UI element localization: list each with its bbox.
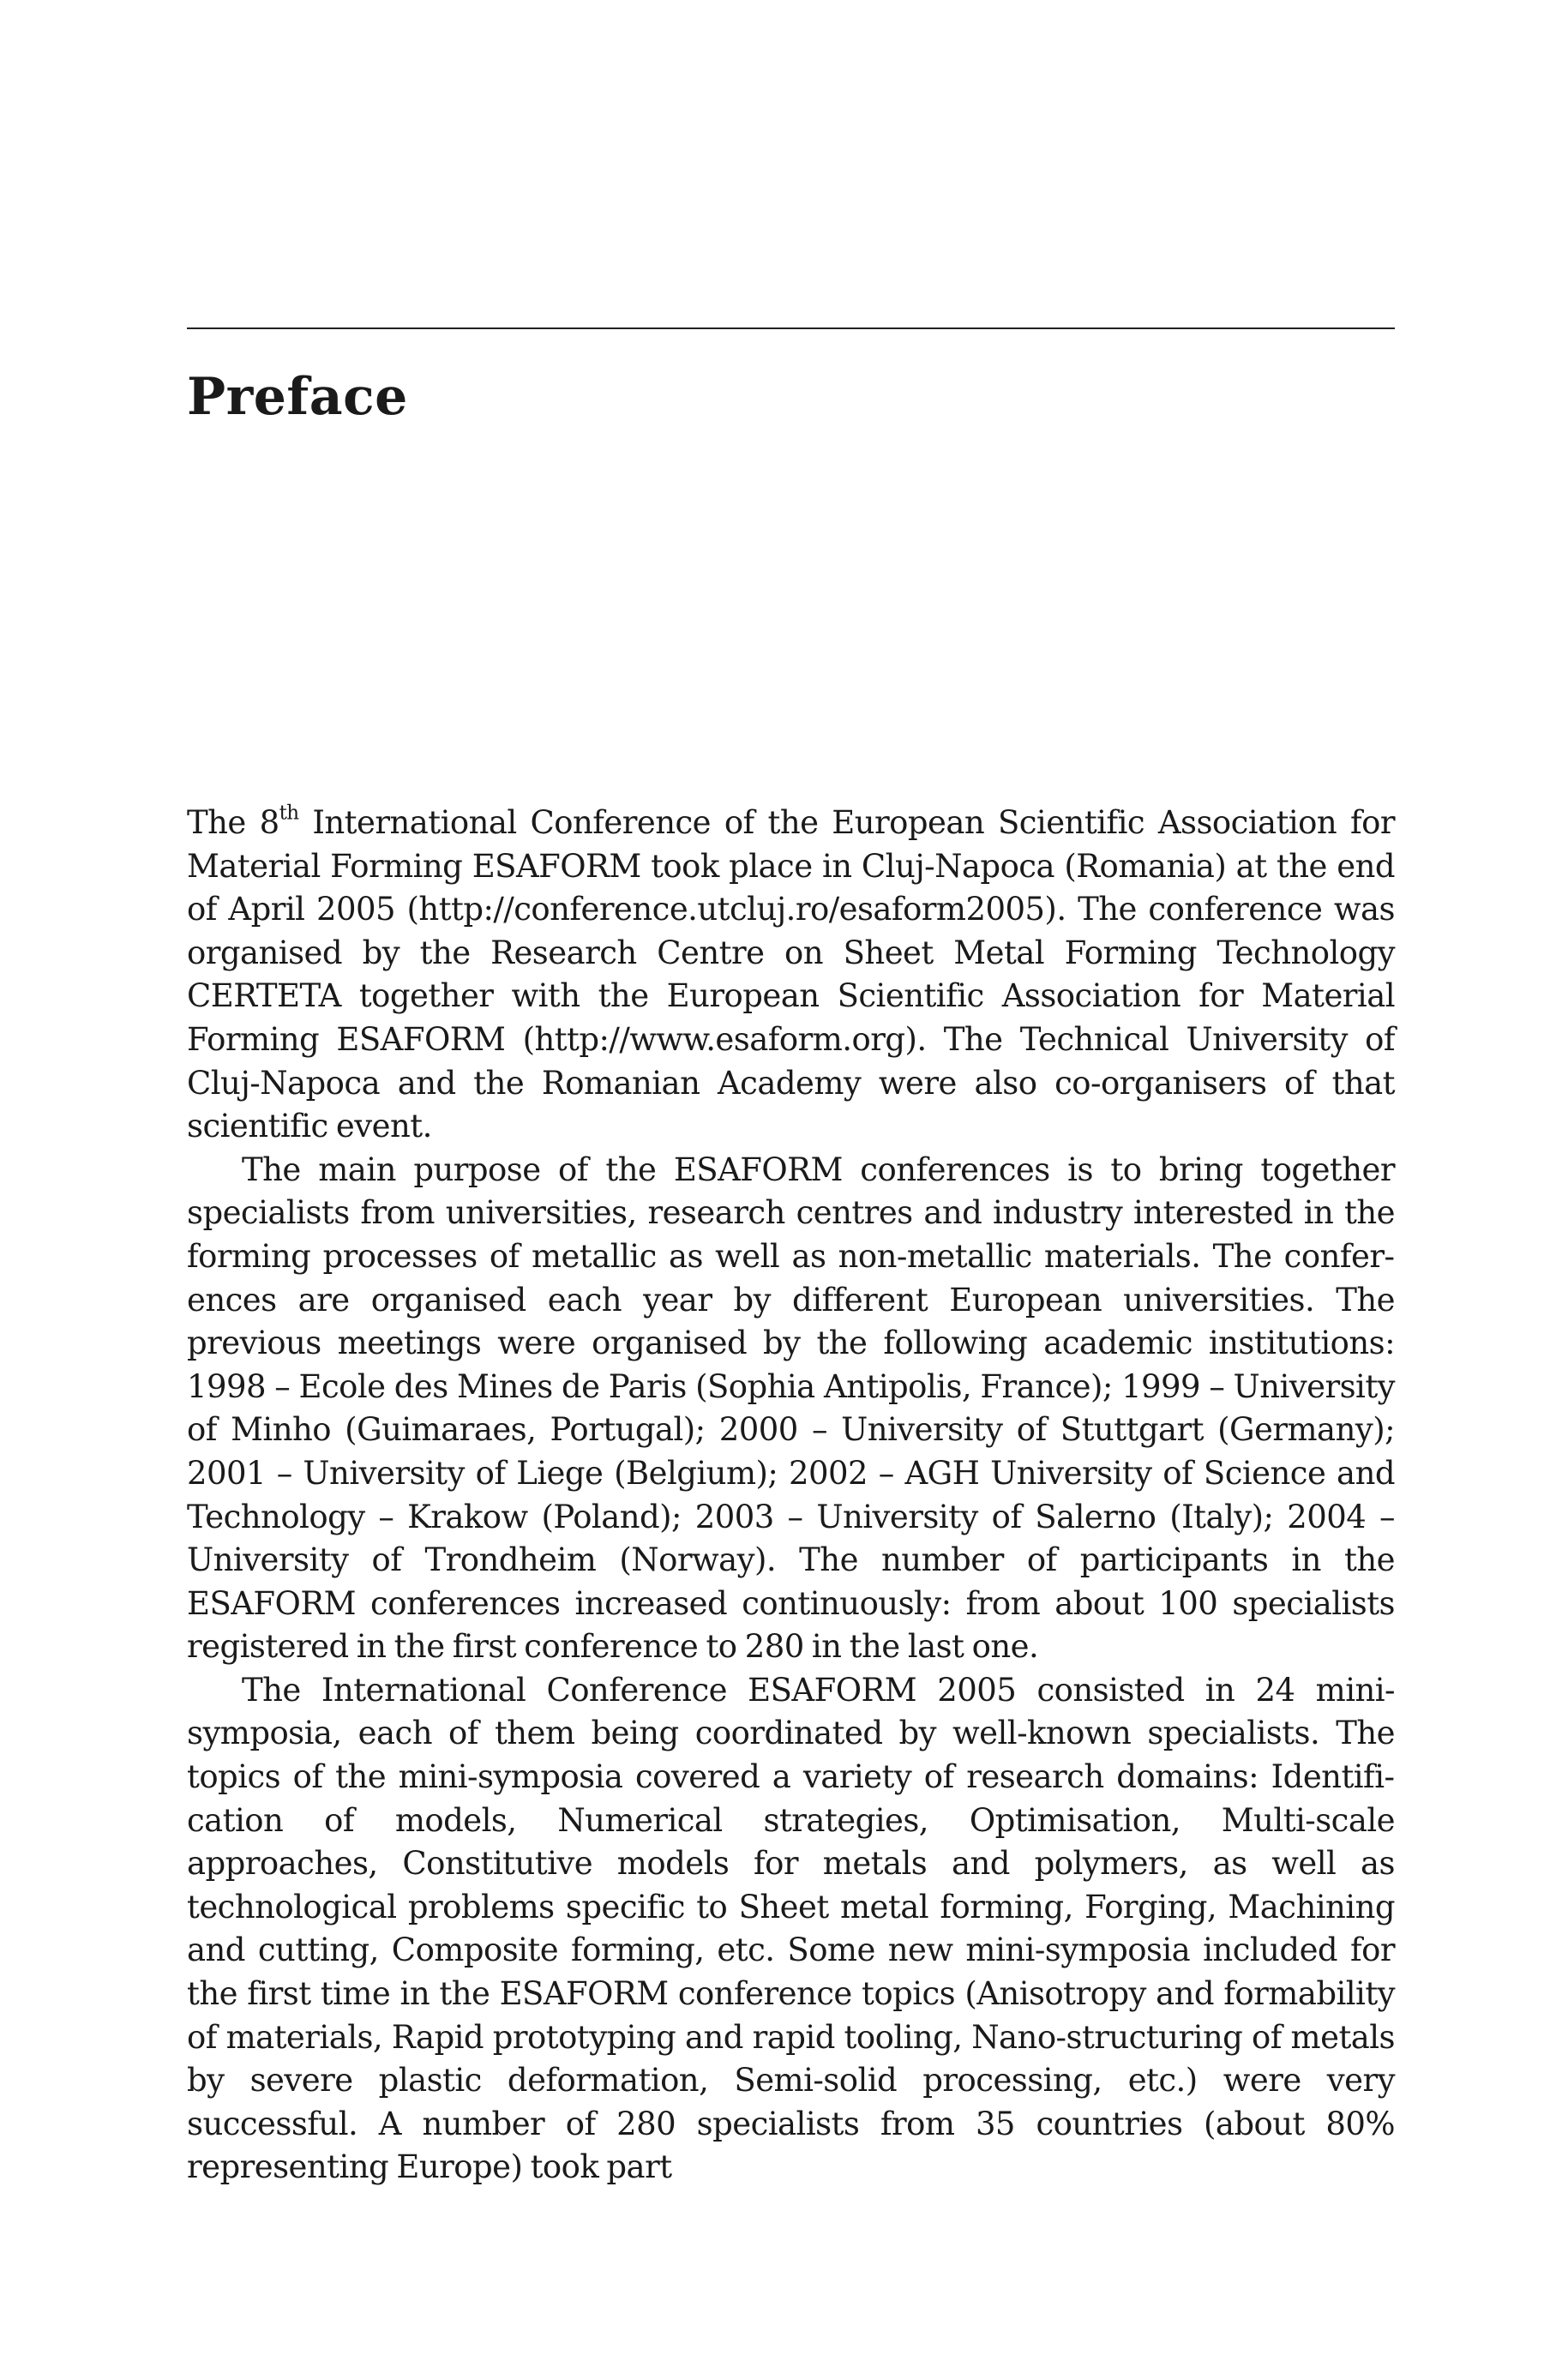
paragraph-2: The main purpose of the ESAFORM conferences is to bring together specialists from universities, research centres and industry interested in the forming processes of metallic as well as non-metallic materials. The conferences are organised each year by different European universities. The previous meetings were organised by the following academic institutions: 1998 – Ecole des Mines de Paris (Sophia Antipolis, France); 1999 – University of Minho (Guimaraes, Portugal); 2000 – University of Stuttgart (Germany); 2001 – University of Liege (Belgium); 2002 – AGH University of Science and Technology – Krakow (Poland); 2003 – University of Salerno (Italy); 2004 – University of Trondheim (Norway). The number of participants in the ESAFORM conferences increased continuously: from about 100 specialists registered in the first conference to 280 in the last one. — [187, 1150, 1395, 1666]
paragraph-1-text: International Conference of the European Scientific Association for Material Forming ESAFORM took place in Cluj-Napoca (Romania) at the end of April 2005 (http://conference.utcluj.ro/esaform2005). The conference was organised by the Research Centre on Sheet Metal Forming Technology CERTETA together with the European Scientific Association for Material Forming ESAFORM (http://www.esaform.org). The Technical University of Cluj-Napoca and the Romanian Academy were also co-organisers of that scientific event. — [187, 804, 1395, 1145]
paragraph-1-lead: The 8 — [187, 804, 279, 841]
ordinal-superscript: th — [279, 802, 299, 825]
paragraph-1 — [187, 802, 1395, 1149]
page-title: Preface — [187, 367, 408, 427]
header-rule — [187, 327, 1395, 329]
preface-body — [187, 802, 1395, 2190]
paragraph-3: The International Conference ESAFORM 2005 consisted in 24 mini-symposia, each of them being coordinated by well-known specialists. The topics of the mini-symposia covered a variety of research domains: Identification of models, Numerical strategies, Optimisation, Multi-scale approaches, Constitutive models for metals and polymers, as well as technological problems specific to Sheet metal forming, Forging, Machining and cutting, Composite forming, etc. Some new mini-symposia included for the first time in the ESAFORM conference topics (Anisotropy and formability of materials, Rapid prototyping and rapid tooling, Nano-structuring of metals by severe plastic deformation, Semi-solid processing, etc.) were very successful. A number of 280 specialists from 35 countries (about 80% representing Europe) took part — [187, 1671, 1395, 2186]
